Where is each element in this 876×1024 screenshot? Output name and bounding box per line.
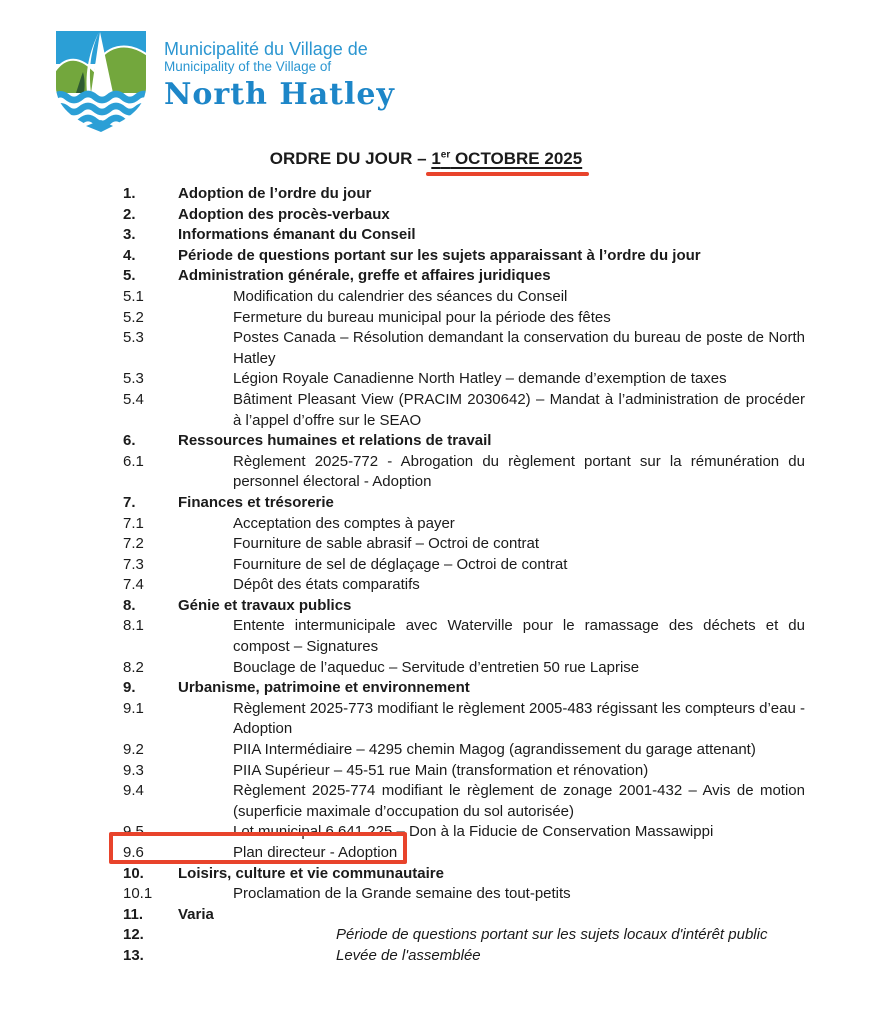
item-text: Bouclage de l’aqueduc – Servitude d’entretien 50 rue Laprise [233,658,640,676]
agenda-item-7.1 [123,514,805,535]
item-number: 10. [123,864,144,882]
item-number: 7.3 [123,555,144,573]
item-number: 7.4 [123,576,144,594]
org-name-english: Municipality of the Village of [164,59,332,74]
item-number: 5.2 [123,308,144,326]
item-text: Proclamation de la Grande semaine des tout-petits [233,885,571,903]
item-text: Adoption des procès-verbaux [178,205,390,223]
page-title [0,148,852,170]
title-date-day: 1 [431,149,441,168]
item-text: Dépôt des états comparatifs [233,576,420,594]
item-text: Période de questions portant sur les sujets apparaissant à l’ordre du jour [178,246,701,264]
item-number: 6.1 [123,452,144,470]
item-number: 11. [123,905,144,923]
item-text: Règlement 2025-774 modifiant le règlement de zonage 2001-432 – Avis de motion (superficie maximale d’occupation du sol autorisée) [233,782,805,820]
agenda-item-9.2 [123,740,805,761]
title-prefix: ORDRE DU JOUR – [269,149,432,168]
item-text: Fermeture du bureau municipal pour la période des fêtes [233,308,611,326]
agenda-item-11 [123,905,805,926]
item-number: 9.3 [123,761,144,779]
logo-text-block [164,30,395,112]
item-number: 6. [123,432,136,450]
agenda-item-8.1 [123,616,805,657]
title-date-ordinal: er [440,149,451,161]
item-number: 2. [123,205,136,223]
title-date-rest: OCTOBRE 2025 [450,149,583,168]
item-number: 5.4 [123,390,144,408]
agenda-item-7.2 [123,534,805,555]
item-text: Finances et trésorerie [178,493,334,511]
item-number: 5.3 [123,370,144,388]
item-text: Levée de l'assemblée [336,946,481,964]
agenda-item-10 [123,864,805,885]
item-number: 13. [123,946,144,964]
item-number: 9.5 [123,823,144,841]
item-number: 5.1 [123,287,144,305]
item-number: 8.2 [123,658,144,676]
agenda-item-7.3 [123,555,805,576]
item-text: Ressources humaines et relations de travail [178,432,492,450]
agenda-item-9.1 [123,699,805,740]
item-number: 8. [123,596,136,614]
agenda-item-3 [123,225,805,246]
agenda-item-9.4 [123,781,805,822]
item-text: Bâtiment Pleasant View (PRACIM 2030642) – Mandat à l’administration de procéder à l’appel d’offre sur le SEAO [233,390,805,429]
item-text: Génie et travaux publics [178,596,352,614]
agenda-item-6 [123,431,805,452]
municipality-logo [53,30,395,133]
shield-crest-icon [53,30,149,133]
item-text: Urbanisme, patrimoine et environnement [178,679,470,697]
item-number: 3. [123,226,136,244]
agenda-item-1 [123,184,805,205]
item-number: 5. [123,267,136,285]
org-name-french: Municipalité du Village de [164,39,368,59]
item-text: Règlement 2025-772 - Abrogation du règlement portant sur la rémunération du personnel électoral - Adoption [233,452,805,491]
item-number: 4. [123,246,136,264]
agenda-item-4 [123,246,805,267]
item-text: Acceptation des comptes à payer [233,514,455,532]
agenda-item-5.3 [123,369,805,390]
item-text: Période de questions portant sur les sujets locaux d'intérêt public [336,926,768,944]
agenda-item-8.2 [123,658,805,679]
item-text: PIIA Intermédiaire – 4295 chemin Magog (agrandissement du garage attenant) [233,741,756,759]
item-number: 1. [123,185,136,202]
item-number: 9. [123,679,136,697]
item-text: Fourniture de sable abrasif – Octroi de contrat [233,535,539,553]
agenda-list [123,184,805,967]
agenda-item-7 [123,493,805,514]
item-number: 9.1 [123,699,144,717]
item-text: Varia [178,905,214,923]
item-text: Loisirs, culture et vie communautaire [178,864,444,882]
item-text: Informations émanant du Conseil [178,226,416,244]
agenda-item-9.5 [123,822,805,843]
item-text: Règlement 2025-773 modifiant le règlement 2005-483 régissant les compteurs d’eau - Adoption [233,699,805,738]
red-underline-annotation [426,172,589,177]
agenda-item-9.6 [123,843,805,864]
item-number: 9.4 [123,782,144,800]
item-text: Fourniture de sel de déglaçage – Octroi de contrat [233,555,568,573]
item-text: Administration générale, greffe et affaires juridiques [178,267,551,285]
agenda-item-6.1 [123,452,805,493]
agenda-item-9 [123,678,805,699]
item-number: 7.2 [123,535,144,553]
agenda-item-5.3 [123,328,805,369]
item-text: Adoption de l’ordre du jour [178,185,372,202]
item-text: Plan directeur - Adoption [233,844,398,861]
agenda-item-2 [123,205,805,226]
item-number: 7.1 [123,514,144,532]
agenda-item-5.1 [123,287,805,308]
item-number: 9.2 [123,741,144,759]
item-number: 10.1 [123,885,153,903]
agenda-item-12 [123,925,805,946]
agenda-item-8 [123,596,805,617]
agenda-item-7.4 [123,575,805,596]
item-number: 7. [123,493,136,511]
item-text: PIIA Supérieur – 45-51 rue Main (transformation et rénovation) [233,761,649,779]
village-name-blackletter: North Hatley [164,77,395,112]
item-text: Postes Canada – Résolution demandant la conservation du bureau de poste de North Hatley [233,329,805,367]
item-number: 8.1 [123,617,144,635]
title-date-underlined [431,149,582,168]
item-text: Modification du calendrier des séances du Conseil [233,287,568,305]
agenda-item-13 [123,946,805,967]
item-text: Lot municipal 6 641 225 – Don à la Fiducie de Conservation Massawippi [233,823,714,841]
agenda-item-5.4 [123,390,805,431]
item-text: Entente intermunicipale avec Waterville pour le ramassage des déchets et du compost – Signatures [233,617,805,656]
agenda-item-10.1 [123,884,805,905]
item-number: 12. [123,926,144,944]
item-number: 9.6 [123,844,144,861]
agenda-item-5 [123,266,805,287]
item-text: Légion Royale Canadienne North Hatley – demande d’exemption de taxes [233,370,727,388]
agenda-item-5.2 [123,308,805,329]
agenda-item-9.3 [123,761,805,782]
item-number: 5.3 [123,329,144,347]
